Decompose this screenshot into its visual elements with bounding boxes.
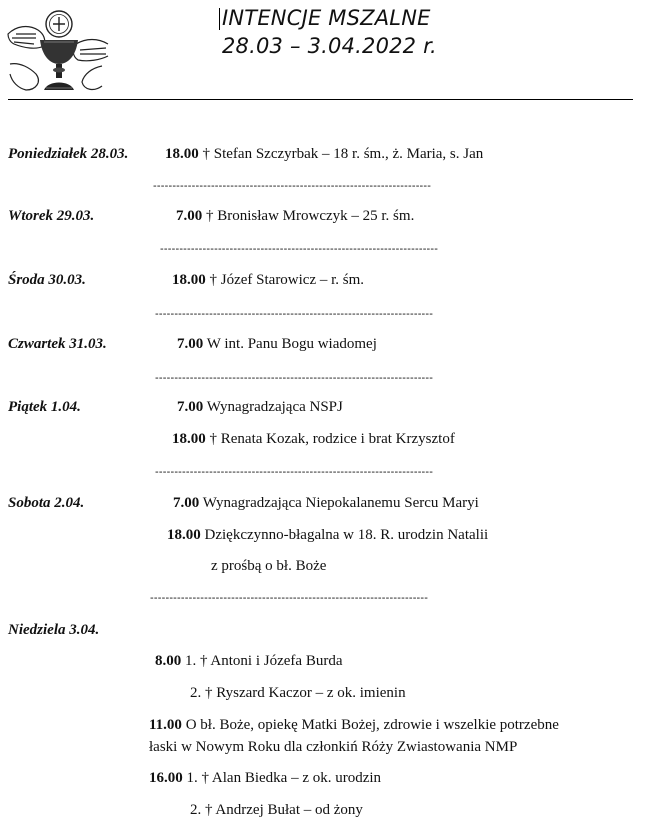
title-cursor [219,8,220,30]
chalice-host-logo [6,4,110,98]
mass-entry [149,769,381,787]
mass-intention: Dziękczynno-błagalna w 18. R. urodzin Natalii [204,527,489,543]
mass-time: 16.00 [149,770,183,786]
mass-time: 7.00 [173,495,200,511]
mass-intention: Wynagradzająca NSPJ [206,399,343,415]
mass-entry [155,652,342,670]
day-separator: ------------------------------------------------------------------------ [155,466,434,478]
mass-time: 8.00 [155,653,182,669]
mass-intention: † Stefan Szczyrbak – 18 r. śm., ż. Maria, s. Jan [202,146,484,162]
mass-time: 18.00 [172,431,206,447]
mass-intention: W int. Panu Bogu wiadomej [206,336,377,352]
day-separator: ------------------------------------------------------------------------ [160,243,439,255]
mass-intention: O bł. Boże, opiekę Matki Bożej, zdrowie i wszelkie potrzebne [185,717,559,733]
mass-entry [173,494,479,512]
mass-entry [167,526,488,544]
day-separator: ------------------------------------------------------------------------ [155,372,434,384]
mass-intention-continued: łaski w Nowym Roku dla członkiń Róży Zwiastowania NMP [149,739,518,755]
day-sunday: Niedziela 3.04. [8,622,100,638]
day-separator: ------------------------------------------------------------------------ [155,308,434,320]
mass-time: 11.00 [149,717,182,733]
day-friday: Piątek 1.04. [8,399,81,415]
mass-entry [176,207,414,225]
mass-entry [177,398,343,416]
mass-intention: † Józef Starowicz – r. śm. [209,272,365,288]
header-rule [8,99,633,100]
page-title: INTENCJE MSZALNE [222,6,431,30]
mass-entry [172,430,455,448]
mass-entry [177,335,377,353]
mass-intention: 1. † Antoni i Józefa Burda [185,653,343,669]
mass-intention: Wynagradzająca Niepokalanemu Sercu Maryi [202,495,479,511]
mass-time: 18.00 [165,146,199,162]
day-saturday: Sobota 2.04. [8,495,85,511]
mass-intention-continued: z prośbą o bł. Boże [211,558,327,574]
mass-intention: 1. † Alan Biedka – z ok. urodzin [186,770,382,786]
mass-entry [172,271,364,289]
mass-intention: † Renata Kozak, rodzice i brat Krzysztof [209,431,455,447]
mass-time: 7.00 [177,336,204,352]
mass-time: 18.00 [167,527,201,543]
day-separator: ------------------------------------------------------------------------ [150,592,429,604]
mass-entry [165,145,483,163]
mass-entry [149,716,559,734]
mass-intention: † Bronisław Mrowczyk – 25 r. śm. [206,208,415,224]
mass-intention-continued: 2. † Andrzej Bułat – od żony [190,802,363,818]
date-range: 28.03 – 3.04.2022 r. [222,34,437,58]
mass-time: 7.00 [176,208,203,224]
day-thursday: Czwartek 31.03. [8,336,107,352]
mass-intention-continued: 2. † Ryszard Kaczor – z ok. imienin [190,685,406,701]
mass-time: 7.00 [177,399,204,415]
day-separator: ------------------------------------------------------------------------ [153,180,432,192]
day-wednesday: Środa 30.03. [8,272,86,288]
day-tuesday: Wtorek 29.03. [8,208,95,224]
day-monday: Poniedziałek 28.03. [8,146,129,162]
mass-time: 18.00 [172,272,206,288]
